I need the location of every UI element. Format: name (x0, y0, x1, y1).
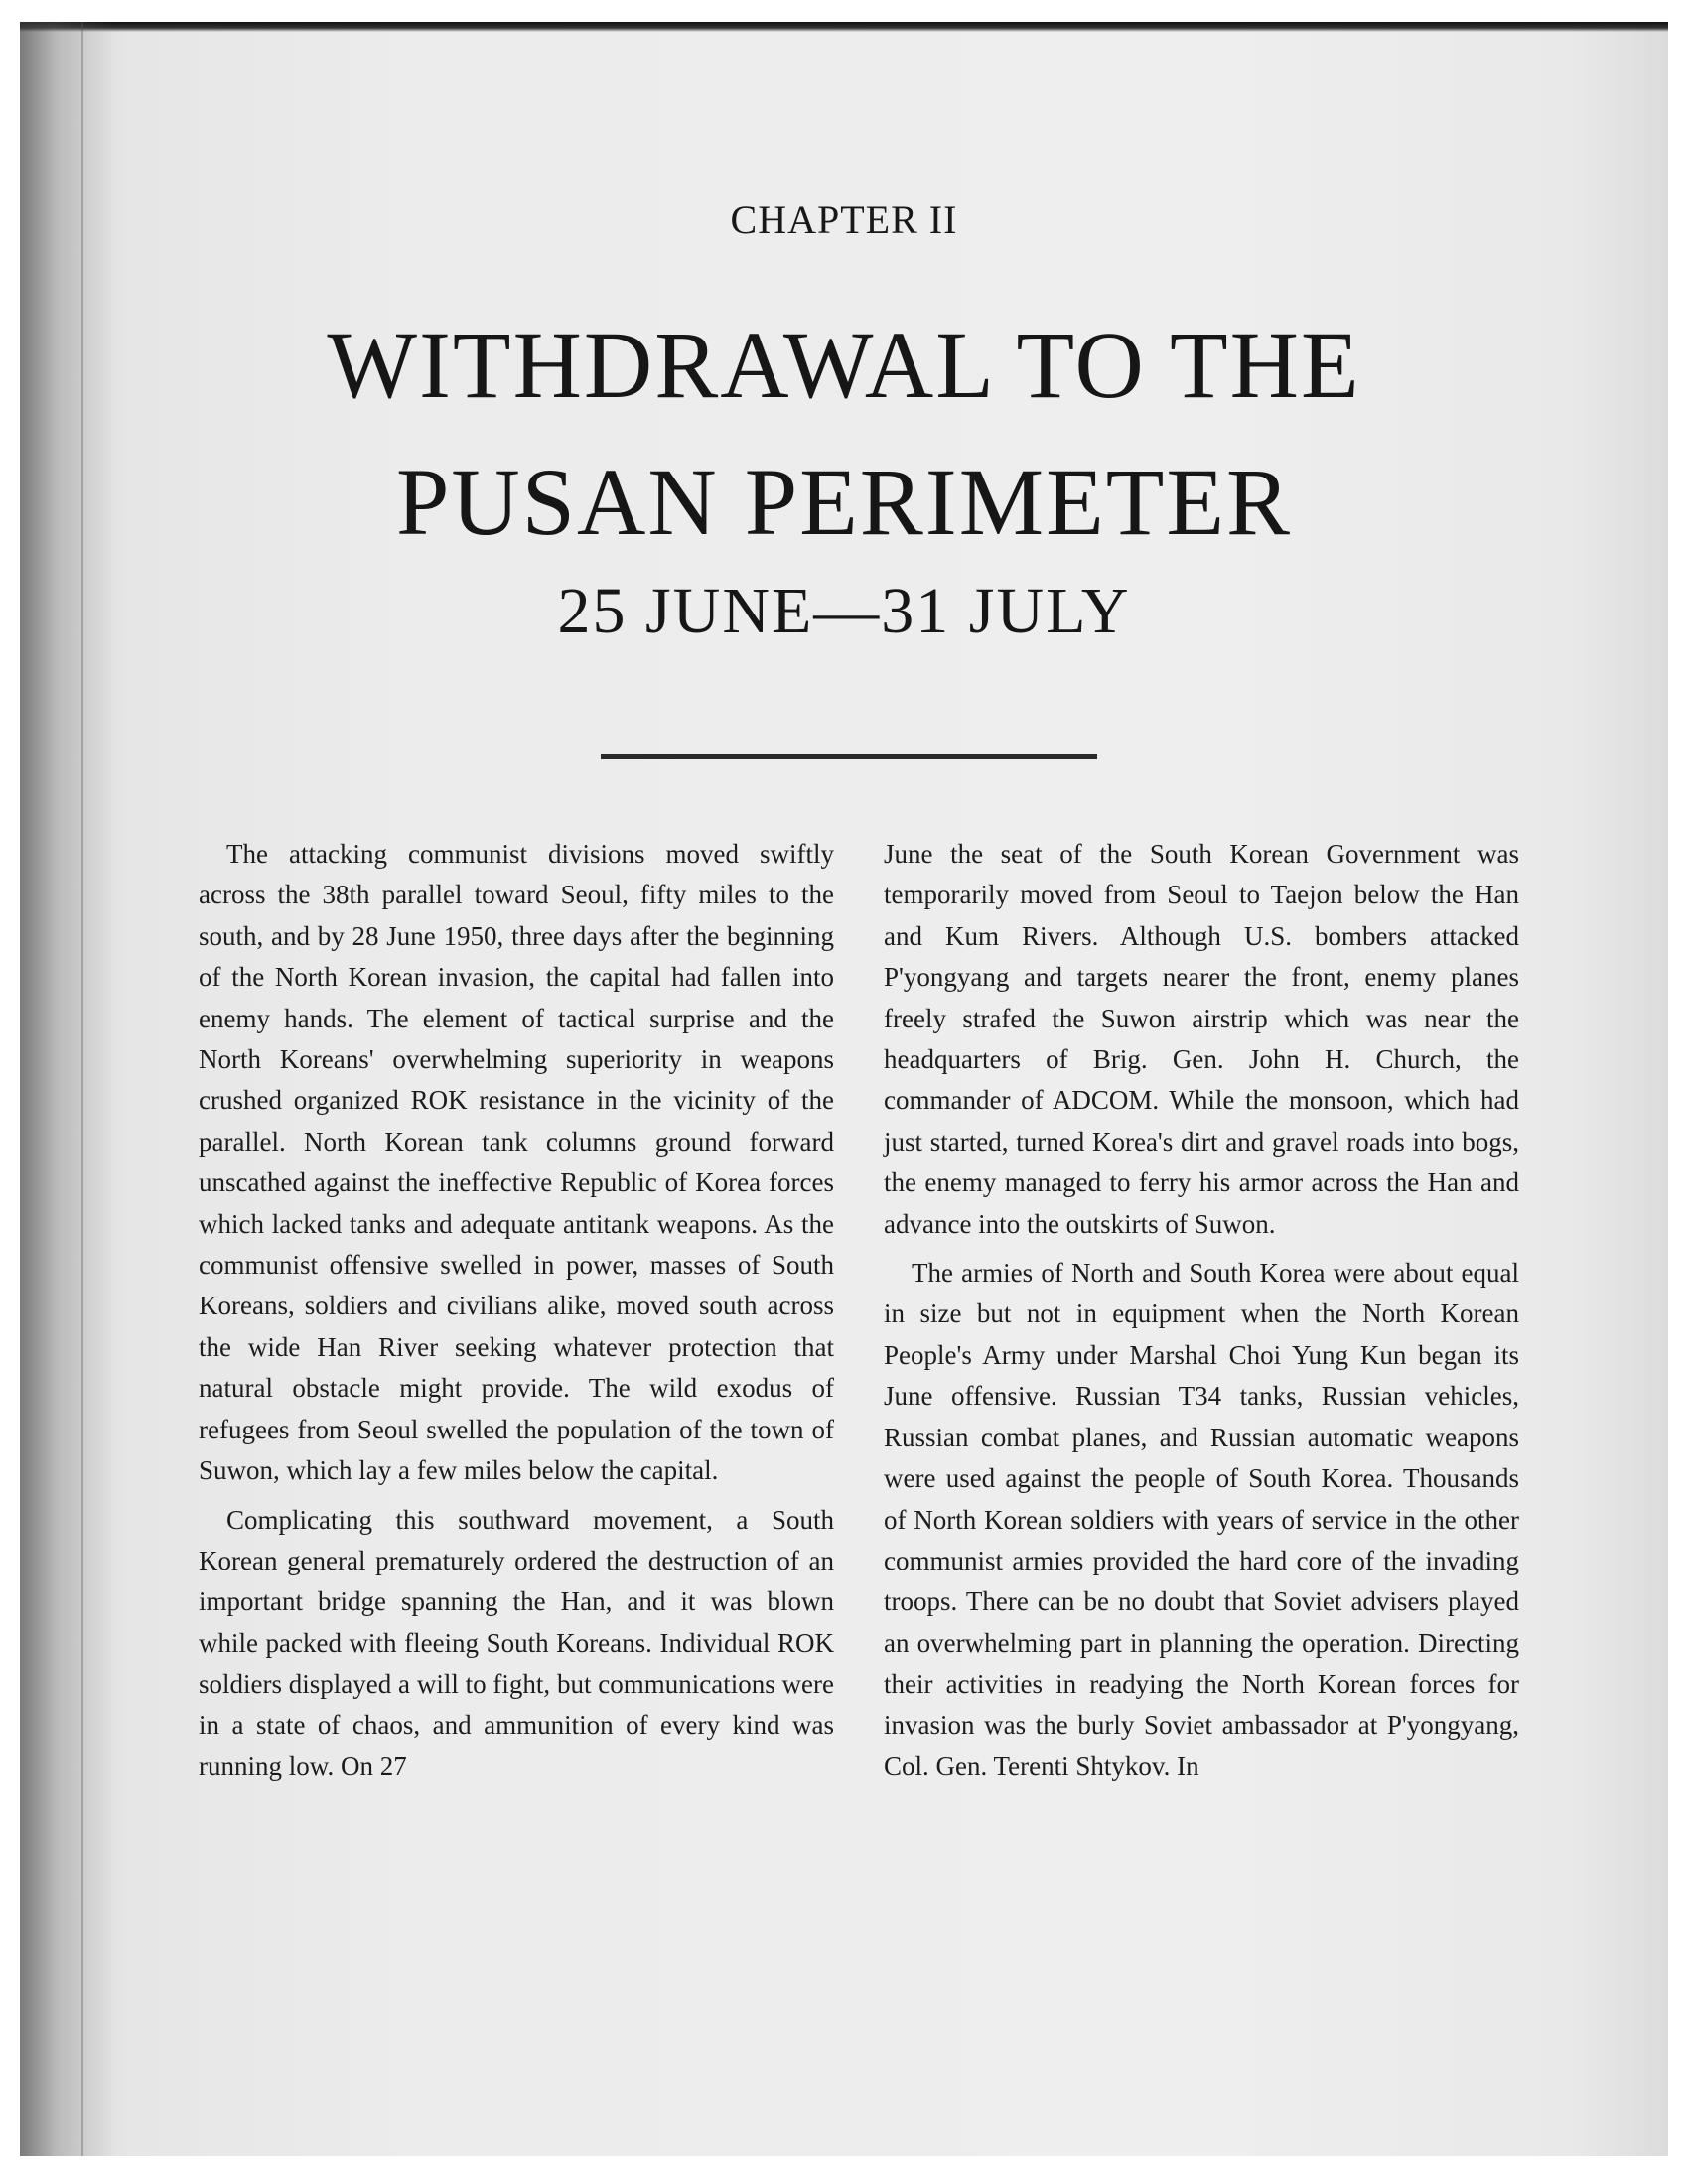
left-column (199, 834, 834, 1787)
paragraph: June the seat of the South Korean Government was temporarily moved from Seoul to Taejon below the Han and Kum Rivers. Although U.S. bombers attacked P'yongyang and targets nearer the front, enemy planes freely strafed the Suwon airstrip which was near the headquarters of Brig. Gen. John H. Church, the commander of ADCOM. While the monsoon, which had just started, turned Korea's dirt and gravel roads into bogs, the enemy managed to ferry his armor across the Han and advance into the outskirts of Suwon. (884, 839, 1519, 1239)
chapter-title-line-2: PUSAN PERIMETER (395, 449, 1293, 555)
page-top-edge (20, 22, 1668, 32)
paragraph: Complicating this southward movement, a South Korean general prematurely ordered the destruction of an important bridge spanning the Han, and it was blown while packed with fleeing South Koreans. Individual ROK soldiers displayed a will to fight, but communications were in a state of chaos, and ammunition of every kind was running low. On 27 (199, 1504, 834, 1781)
chapter-dates: 25 JUNE—31 JULY (557, 575, 1131, 647)
title-rule (601, 754, 1097, 759)
paragraph: The armies of North and South Korea were about equal in size but not in equipment when the North Korean People's Army under Marshal Choi Yung Kun began its June offensive. Russian T34 tanks, Russian vehicles, Russian combat planes, and Russian automatic weapons were used against the people of South Korea. Thousands of North Korean soldiers with years of service in the other communist armies provided the hard core of the invading troops. There can be no doubt that Soviet advisers played an overwhelming part in planning the operation. Directing their activities in readying the North Korean forces for invasion was the burly Soviet ambassador at P'yongyang, Col. Gen. Terenti Shtykov. In (884, 1258, 1519, 1781)
chapter-label: CHAPTER II (730, 198, 958, 242)
paragraph: The attacking communist divisions moved swiftly across the 38th parallel toward Seoul, fifty miles to the south, and by 28 June 1950, three days after the beginning of the North Korean invasion, the capital had fallen into enemy hands. The element of tactical surprise and the North Koreans' overwhelming superiority in weapons crushed organized ROK resistance in the vicinity of the parallel. North Korean tank columns ground forward unscathed against the ineffective Republic of Korea forces which lacked tanks and adequate antitank weapons. As the communist offensive swelled in power, masses of South Koreans, soldiers and civilians alike, moved south across the wide Han River seeking whatever protection that natural obstacle might provide. The wild exodus of refugees from Seoul swelled the population of the town of Suwon, which lay a few miles below the capital. (199, 839, 834, 1486)
chapter-title-line-1: WITHDRAWAL TO THE (327, 312, 1361, 418)
right-column (884, 834, 1519, 1787)
